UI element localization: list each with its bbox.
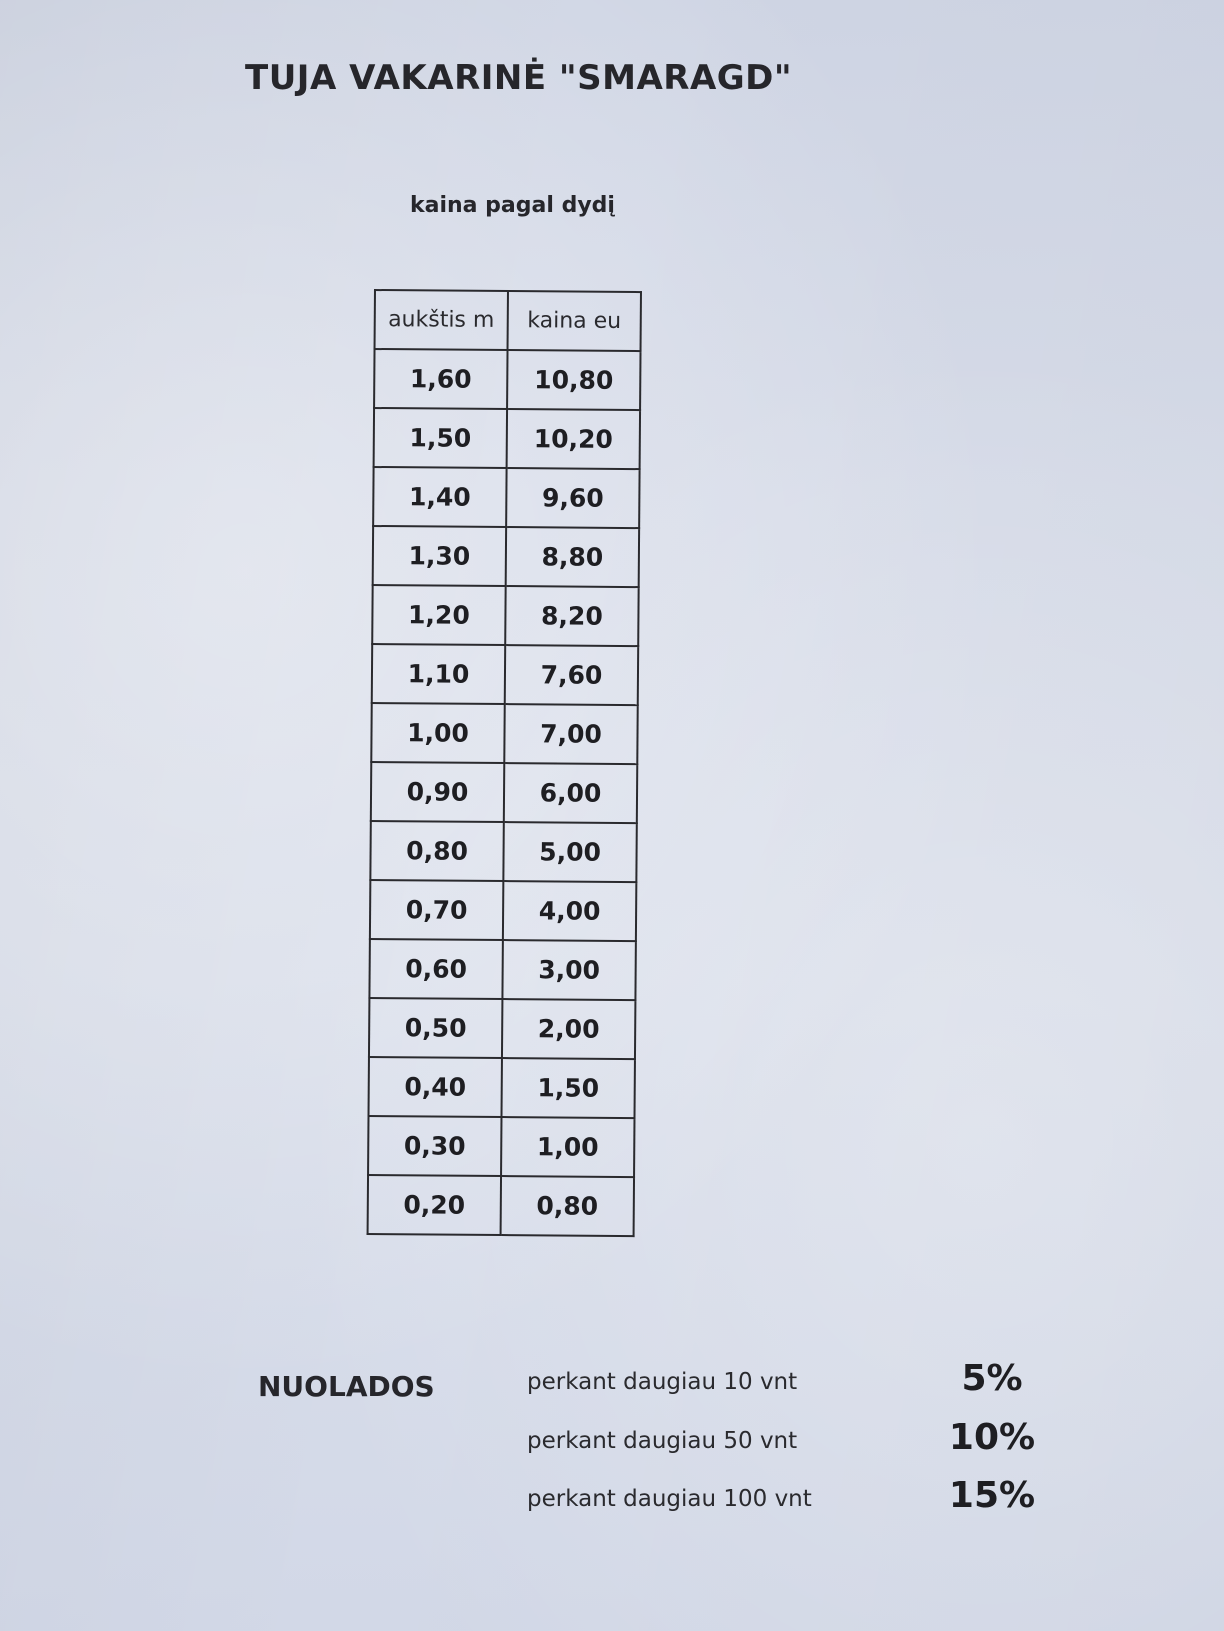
table-row: [371, 762, 637, 823]
height-cell: 1,50: [374, 408, 507, 468]
price-cell: 8,80: [506, 527, 639, 587]
document-subtitle: kaina pagal dydį: [410, 193, 615, 218]
price-table: [367, 289, 642, 1237]
discount-percent: 5%: [961, 1358, 1023, 1399]
discount-item: [527, 1351, 1047, 1401]
price-cell: 8,20: [505, 586, 638, 646]
table-row: [372, 644, 638, 705]
document-title: TUJA VAKARINĖ "SMARAGD": [245, 58, 793, 98]
height-cell: 0,70: [370, 880, 503, 940]
price-cell: 4,00: [503, 881, 636, 941]
price-cell: 1,50: [502, 1058, 635, 1118]
price-cell: 2,00: [502, 999, 635, 1059]
price-cell: 7,60: [505, 645, 638, 705]
price-cell: 0,80: [501, 1176, 634, 1236]
table-row: [371, 703, 637, 764]
table-row: [373, 467, 639, 528]
table-row: [369, 1057, 635, 1118]
discounts-heading: NUOLADOS: [258, 1370, 435, 1403]
table-row: [374, 408, 640, 469]
discount-condition: perkant daugiau 50 vnt: [527, 1428, 798, 1454]
height-cell: 1,20: [372, 585, 505, 645]
height-cell: 0,90: [371, 762, 504, 822]
discount-item: [527, 1468, 1047, 1518]
table-row: [369, 939, 635, 1000]
height-cell: 0,60: [369, 939, 502, 999]
column-header-price: kaina eu: [508, 291, 641, 351]
discount-condition: perkant daugiau 100 vnt: [527, 1486, 812, 1512]
table-row: [368, 1175, 634, 1236]
height-cell: 1,10: [372, 644, 505, 704]
height-cell: 1,00: [371, 703, 504, 763]
price-cell: 7,00: [504, 704, 637, 764]
height-cell: 0,80: [370, 821, 503, 881]
table-row: [373, 526, 639, 587]
price-cell: 10,80: [507, 350, 640, 410]
table-header-row: [375, 290, 641, 351]
height-cell: 1,40: [373, 467, 506, 527]
price-cell: 3,00: [502, 940, 635, 1000]
height-cell: 0,20: [368, 1175, 501, 1235]
discount-percent: 10%: [948, 1417, 1036, 1458]
table-row: [374, 349, 640, 410]
price-cell: 9,60: [506, 468, 639, 528]
discount-item: [527, 1410, 1047, 1460]
price-cell: 10,20: [507, 409, 640, 469]
table-row: [368, 1116, 634, 1177]
column-header-height: aukštis m: [375, 290, 508, 350]
table-row: [370, 880, 636, 941]
discount-condition: perkant daugiau 10 vnt: [527, 1369, 798, 1395]
height-cell: 1,30: [373, 526, 506, 586]
table-row: [370, 821, 636, 882]
height-cell: 1,60: [374, 349, 507, 409]
discount-percent: 15%: [948, 1475, 1036, 1516]
height-cell: 0,50: [369, 998, 502, 1058]
price-cell: 6,00: [504, 763, 637, 823]
height-cell: 0,40: [369, 1057, 502, 1117]
table-row: [372, 585, 638, 646]
height-cell: 0,30: [368, 1116, 501, 1176]
price-cell: 1,00: [501, 1117, 634, 1177]
table-row: [369, 998, 635, 1059]
price-cell: 5,00: [503, 822, 636, 882]
